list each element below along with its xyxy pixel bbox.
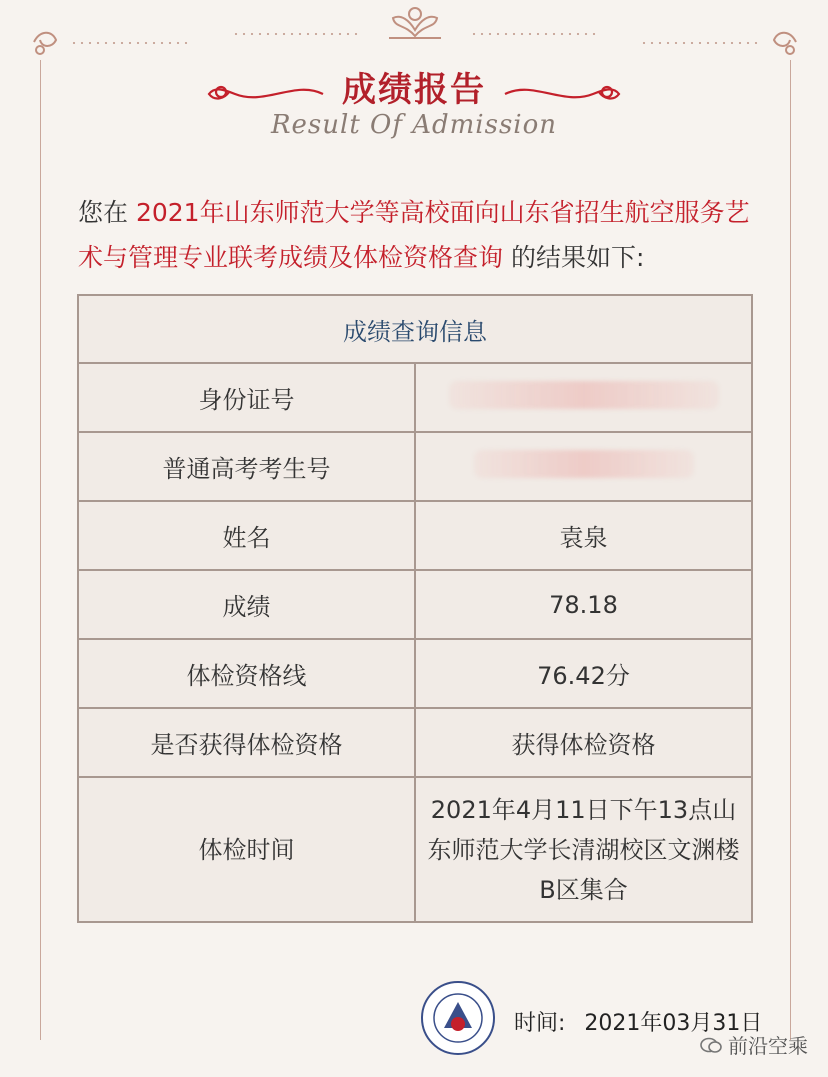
row-label: 姓名 (78, 501, 415, 570)
row-value-redacted (415, 363, 752, 432)
row-value: 78.18 (415, 570, 752, 639)
table-row-id (78, 363, 752, 432)
row-label: 成绩 (78, 570, 415, 639)
row-label: 普通高考考生号 (78, 432, 415, 501)
row-value: 获得体检资格 (415, 708, 752, 777)
row-value-redacted (415, 432, 752, 501)
redacted-id-number (449, 381, 719, 409)
university-seal-logo (420, 980, 496, 1056)
row-value: 2021年4月11日下午13点山东师范大学长清湖校区文渊楼B区集合 (415, 777, 752, 922)
page-title: 成绩报告 (342, 70, 486, 110)
watermark-text: 前沿空乘 (728, 1034, 808, 1058)
corner-ornament-left-icon (28, 26, 68, 60)
table-heading: 成绩查询信息 (78, 295, 752, 363)
top-border-left (70, 42, 190, 44)
table-row-qualified (78, 708, 752, 777)
row-label: 是否获得体检资格 (78, 708, 415, 777)
date-label: 时间: (514, 1011, 566, 1036)
intro-prefix: 您在 (78, 198, 129, 227)
intro-highlight: 2021年山东师范大学等高校面向山东省招生航空服务艺术与管理专业联考成绩及体检资格查询 (78, 198, 750, 272)
redacted-exam-number (474, 450, 694, 478)
row-label: 体检资格线 (78, 639, 415, 708)
top-dotted-line-left (232, 33, 362, 35)
table-row-threshold (78, 639, 752, 708)
watermark (700, 1030, 808, 1059)
top-dotted-line-right (470, 33, 600, 35)
top-crown-ornament-icon (385, 2, 445, 42)
intro-suffix: 的结果如下: (510, 243, 645, 272)
wechat-icon (700, 1036, 722, 1054)
corner-ornament-right-icon (762, 26, 802, 60)
score-table (77, 294, 753, 923)
date-value: 2021年03月31日 (584, 1011, 763, 1036)
page-subtitle: Result Of Admission (270, 110, 558, 140)
row-label: 身份证号 (78, 363, 415, 432)
intro-paragraph (78, 190, 758, 280)
row-label: 体检时间 (78, 777, 415, 922)
frame-right-line (790, 60, 791, 1040)
table-row-score (78, 570, 752, 639)
table-row-exam-time (78, 777, 752, 922)
frame-left-line (40, 60, 41, 1040)
top-border-right (640, 42, 760, 44)
row-value: 袁泉 (415, 501, 752, 570)
table-row-name (78, 501, 752, 570)
row-value: 76.42分 (415, 639, 752, 708)
table-row-exam-number (78, 432, 752, 501)
